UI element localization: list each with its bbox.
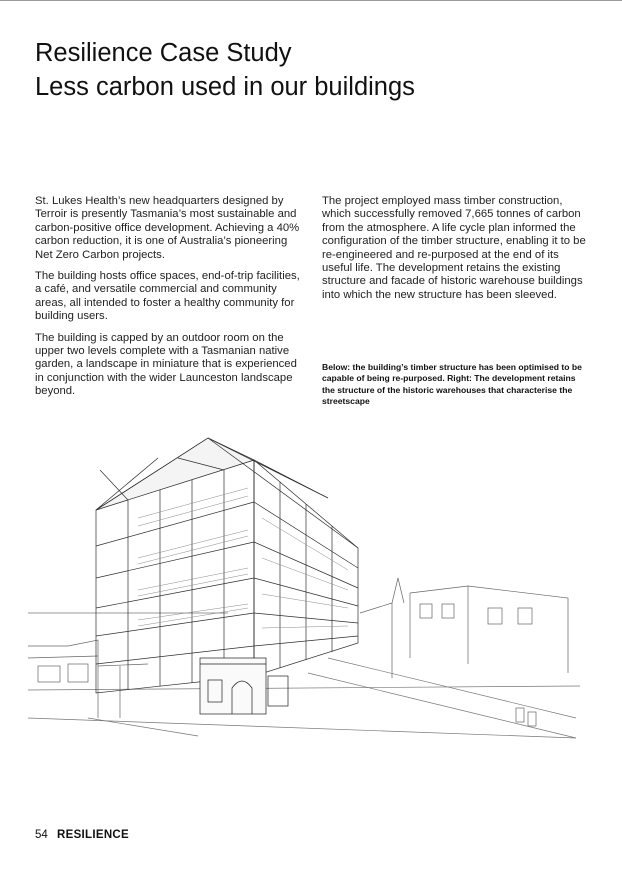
building-section-drawing — [28, 418, 580, 748]
heritage-facade — [200, 658, 288, 714]
paragraph: The building is capped by an outdoor room on the upper two levels complete with a Tasmanian native garden, a landscape in miniature that is experienced in conjunction with the wider Launceston landscape beyond. — [35, 331, 297, 398]
interior-detail — [138, 488, 348, 628]
paragraph: The project employed mass timber construction, which successfully removed 7,665 tonnes of carbon from the atmosphere. A life cycle plan informed the configuration of the timber structure, enabling it to be re-engineered and re-purposed at the end of its useful life. The development retains the existing structure and facade of historic warehouse buildings into which the new structure has been sleeved. — [322, 195, 586, 301]
page-number: 54 — [35, 829, 48, 841]
left-column — [35, 195, 303, 407]
top-rule — [0, 0, 622, 1]
paragraph: The building hosts office spaces, end-of-trip facilities, a café, and versatile commercial and community areas, all intended to foster a healthy community for building users. — [35, 270, 300, 323]
ground-lines — [28, 613, 580, 738]
timber-tower — [96, 438, 358, 693]
page-footer — [35, 828, 129, 842]
page-title — [35, 36, 415, 104]
background-buildings — [360, 578, 568, 726]
title-line-1: Resilience Case Study — [35, 39, 292, 67]
section-label: RESILIENCE — [57, 829, 130, 841]
paragraph: St. Lukes Health’s new headquarters designed by Terroir is presently Tasmania’s most sustainable and carbon-positive office development. Achieving a 40% carbon reduction, it is one of Australia’s pioneering Net Zero Carbon projects. — [35, 195, 300, 261]
right-column — [322, 195, 592, 310]
title-line-2: Less carbon used in our buildings — [35, 73, 415, 101]
image-caption: Below: the building’s timber structure has been optimised to be capable of being re-purposed. Right: The development retains the structure of the historic warehouses that characterise the streetscape — [322, 362, 582, 407]
left-low-building — [28, 640, 148, 718]
